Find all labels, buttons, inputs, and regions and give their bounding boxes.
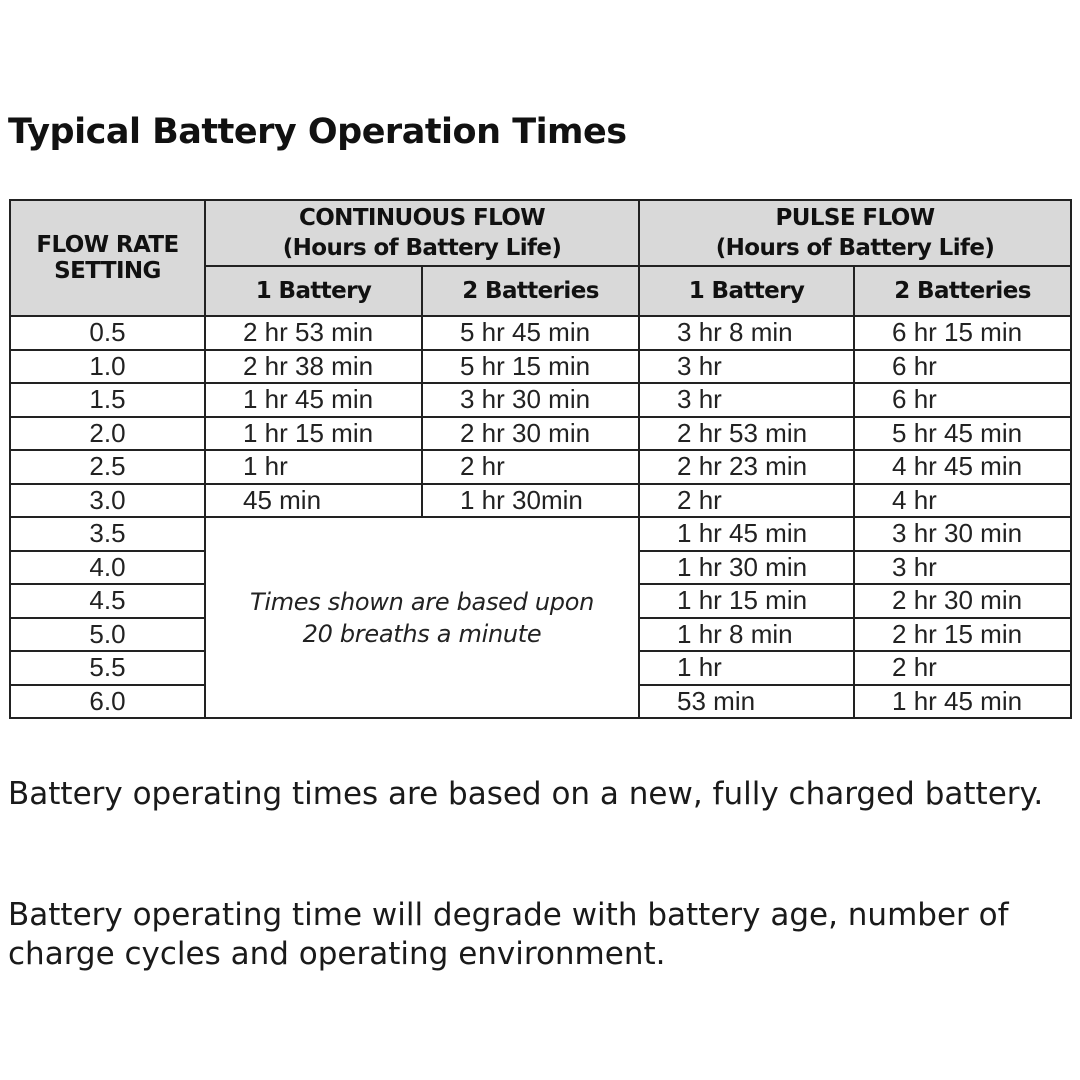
table-row — [10, 350, 1071, 384]
battery-condition-note: Battery operating times are based on a new, fully charged battery. — [8, 776, 1044, 812]
pulse-2-batteries-cell: 3 hr 30 min — [854, 517, 1071, 551]
pulse-1-battery-cell: 3 hr — [639, 350, 854, 384]
page-title: Typical Battery Operation Times — [8, 112, 627, 152]
continuous-1-battery-cell: 1 hr — [205, 450, 422, 484]
flow-rate-cell: 3.0 — [10, 484, 205, 518]
flow-rate-header-line: FLOW RATE — [36, 232, 179, 258]
continuous-1-battery-cell: 1 hr 15 min — [205, 417, 422, 451]
pulse-2-batteries-cell: 4 hr 45 min — [854, 450, 1071, 484]
pulse-2-batteries-cell: 6 hr 15 min — [854, 316, 1071, 350]
pulse-flow-header — [639, 200, 1071, 266]
table-row — [10, 484, 1071, 518]
battery-degradation-note: Battery operating time will degrade with battery age, number of charge cycles and operating environment. — [8, 897, 1009, 972]
table-row — [10, 417, 1071, 451]
pulse-1-battery-cell: 3 hr — [639, 383, 854, 417]
flow-rate-cell: 4.0 — [10, 551, 205, 585]
continuous-1-battery-cell: 2 hr 38 min — [205, 350, 422, 384]
pulse-2-batteries-cell: 6 hr — [854, 350, 1071, 384]
continuous-flow-header-line: CONTINUOUS FLOW — [298, 205, 546, 231]
continuous-2-batteries-cell: 5 hr 45 min — [422, 316, 639, 350]
continuous-1-battery-cell: 2 hr 53 min — [205, 316, 422, 350]
continuous-flow-header-line: (Hours of Battery Life) — [282, 235, 562, 261]
flow-rate-cell: 5.5 — [10, 651, 205, 685]
flow-rate-cell: 2.0 — [10, 417, 205, 451]
pulse-2-batteries-cell: 5 hr 45 min — [854, 417, 1071, 451]
table-row — [10, 517, 1071, 551]
pulse-1-battery-cell: 3 hr 8 min — [639, 316, 854, 350]
pulse-2-batteries-cell: 1 hr 45 min — [854, 685, 1071, 719]
continuous-flow-header — [205, 200, 639, 266]
continuous-2-batteries-cell: 2 hr — [422, 450, 639, 484]
breaths-note-line: Times shown are based upon — [249, 587, 595, 616]
continuous-1-battery-cell: 45 min — [205, 484, 422, 518]
pulse-1-battery-cell: 1 hr 45 min — [639, 517, 854, 551]
pulse-1-battery-cell: 2 hr 23 min — [639, 450, 854, 484]
breaths-note — [205, 517, 639, 718]
breaths-note-line: 20 breaths a minute — [302, 619, 542, 648]
pulse-flow-header-line: (Hours of Battery Life) — [715, 235, 995, 261]
flow-rate-header — [10, 200, 205, 316]
battery-times-table — [9, 199, 1072, 719]
flow-rate-cell: 5.0 — [10, 618, 205, 652]
pulse-1-battery-cell: 2 hr — [639, 484, 854, 518]
pulse-2-batteries-cell: 6 hr — [854, 383, 1071, 417]
subheader-continuous-2-batteries: 2 Batteries — [422, 266, 639, 316]
table-row — [10, 450, 1071, 484]
continuous-2-batteries-cell: 2 hr 30 min — [422, 417, 639, 451]
continuous-1-battery-cell: 1 hr 45 min — [205, 383, 422, 417]
table-row — [10, 383, 1071, 417]
continuous-2-batteries-cell: 3 hr 30 min — [422, 383, 639, 417]
pulse-1-battery-cell: 1 hr 30 min — [639, 551, 854, 585]
flow-rate-cell: 1.0 — [10, 350, 205, 384]
pulse-1-battery-cell: 1 hr 15 min — [639, 584, 854, 618]
pulse-2-batteries-cell: 4 hr — [854, 484, 1071, 518]
pulse-2-batteries-cell: 2 hr 15 min — [854, 618, 1071, 652]
flow-rate-cell: 6.0 — [10, 685, 205, 719]
pulse-1-battery-cell: 1 hr 8 min — [639, 618, 854, 652]
continuous-2-batteries-cell: 5 hr 15 min — [422, 350, 639, 384]
pulse-1-battery-cell: 2 hr 53 min — [639, 417, 854, 451]
subheader-continuous-1-battery: 1 Battery — [205, 266, 422, 316]
continuous-2-batteries-cell: 1 hr 30min — [422, 484, 639, 518]
flow-rate-cell: 3.5 — [10, 517, 205, 551]
flow-rate-cell: 4.5 — [10, 584, 205, 618]
pulse-2-batteries-cell: 3 hr — [854, 551, 1071, 585]
pulse-2-batteries-cell: 2 hr 30 min — [854, 584, 1071, 618]
pulse-1-battery-cell: 1 hr — [639, 651, 854, 685]
pulse-2-batteries-cell: 2 hr — [854, 651, 1071, 685]
table-row — [10, 316, 1071, 350]
flow-rate-cell: 1.5 — [10, 383, 205, 417]
subheader-pulse-1-battery: 1 Battery — [639, 266, 854, 316]
flow-rate-cell: 0.5 — [10, 316, 205, 350]
subheader-pulse-2-batteries: 2 Batteries — [854, 266, 1071, 316]
flow-rate-cell: 2.5 — [10, 450, 205, 484]
flow-rate-header-line: SETTING — [54, 258, 161, 284]
pulse-1-battery-cell: 53 min — [639, 685, 854, 719]
pulse-flow-header-line: PULSE FLOW — [775, 205, 935, 231]
